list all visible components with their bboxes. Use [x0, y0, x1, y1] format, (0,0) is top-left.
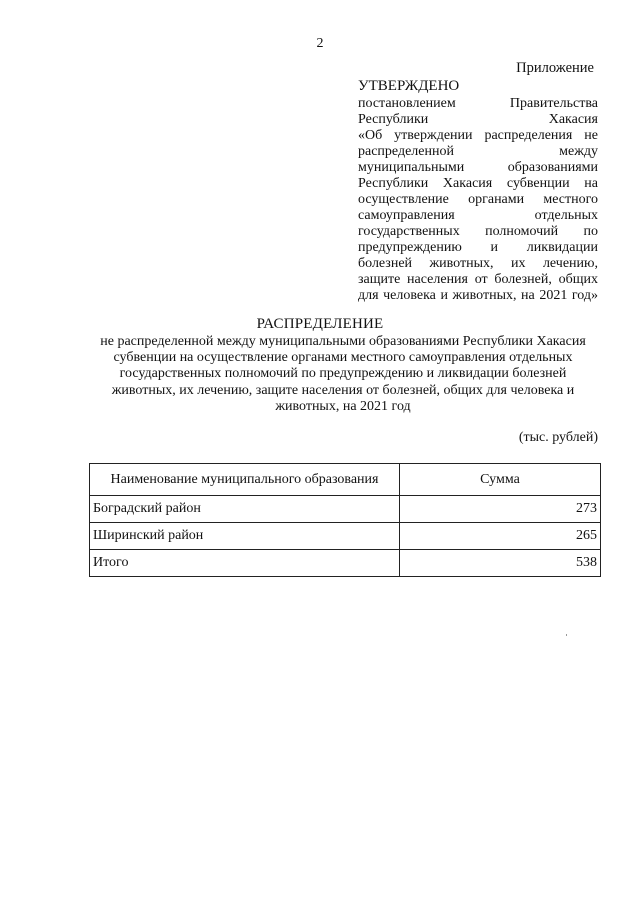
page-number: 2	[316, 36, 324, 51]
approval-line: предупреждению и ликвидации	[358, 240, 598, 255]
approval-line: болезней животных, их лечению,	[358, 256, 598, 271]
approval-line: защите населения от болезней, общих	[358, 272, 598, 287]
scan-speck	[566, 634, 567, 636]
amount-value: 265	[400, 523, 601, 550]
subtitle-line: государственных полномочий по предупреждению и ликвидации болезней	[119, 366, 567, 382]
distribution-table	[89, 463, 601, 577]
approval-line: Республики Хакасия субвенции на	[358, 176, 598, 191]
approval-line: Республики Хакасия	[358, 112, 598, 127]
column-header-amount: Сумма	[400, 464, 601, 496]
amount-value: 273	[400, 496, 601, 523]
table-row	[90, 496, 601, 523]
approval-line: муниципальными образованиями	[358, 160, 598, 175]
municipality-name: Ширинский район	[90, 523, 400, 550]
total-value: 538	[400, 550, 601, 577]
approval-line: постановлением Правительства	[358, 96, 598, 111]
subtitle-line: субвенции на осуществление органами местного самоуправления отдельных	[113, 350, 573, 366]
appendix-label: Приложение	[516, 60, 594, 76]
approval-line: самоуправления отдельных	[358, 208, 598, 223]
approval-line: для человека и животных, на 2021 год»	[358, 288, 598, 303]
units-label: (тыс. рублей)	[518, 430, 598, 445]
approval-line: распределенной между	[358, 144, 598, 159]
approved-heading: УТВЕРЖДЕНО	[358, 78, 460, 94]
table-row	[90, 523, 601, 550]
table-header-row	[90, 464, 601, 496]
total-label: Итого	[90, 550, 400, 577]
approval-line: осуществление органами местного	[358, 192, 598, 207]
document-title: РАСПРЕДЕЛЕНИЕ	[256, 316, 384, 332]
subtitle-line: животных, на 2021 год	[275, 398, 411, 414]
table-total-row	[90, 550, 601, 577]
approval-line: государственных полномочий по	[358, 224, 598, 239]
approval-block	[358, 78, 598, 304]
subtitle-line: не распределенной между муниципальными образованиями Республики Хакасия	[100, 334, 586, 349]
document-subtitle	[88, 334, 598, 415]
column-header-name: Наименование муниципального образования	[90, 464, 400, 496]
approval-line: «Об утверждении распределения не	[358, 128, 598, 143]
municipality-name: Боградский район	[90, 496, 400, 523]
subtitle-line: животных, их лечению, защите населения от болезней, общих для человека и	[111, 382, 575, 398]
